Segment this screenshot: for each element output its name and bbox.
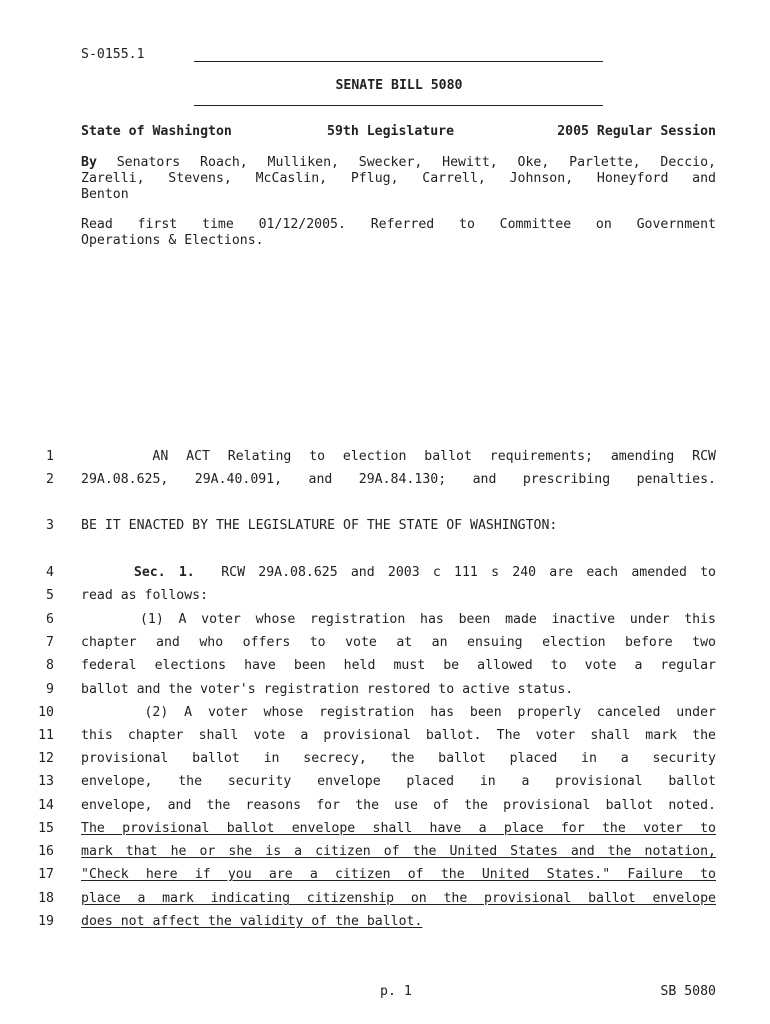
amended-line: The provisional ballot envelope shall have a place for the voter to <box>81 821 716 836</box>
section-label: Sec. 1. <box>133 565 195 580</box>
line-number: 8 <box>46 658 54 673</box>
line-number: 12 <box>38 751 54 766</box>
body-line: chapter and who offers to vote at an ensuing election before two <box>81 635 716 650</box>
body-line: envelope, the security envelope placed in a provisional ballot <box>81 774 716 789</box>
line-number: 9 <box>46 682 54 697</box>
body-line: federal elections have been held must be allowed to vote a regular <box>81 658 716 673</box>
sponsors-text-1: Senators Roach, Mulliken, Swecker, Hewitt, Oke, Parlette, Deccio, <box>116 155 716 170</box>
line-number: 6 <box>46 612 54 627</box>
body-line: envelope, and the reasons for the use of the provisional ballot noted. <box>81 798 716 813</box>
body-line: (2) A voter whose registration has been properly canceled under <box>81 705 716 720</box>
body-line: provisional ballot in secrecy, the ballot placed in a security <box>81 751 716 766</box>
line-number: 4 <box>46 565 54 580</box>
state-name: State of Washington <box>81 124 232 139</box>
read-first-line-1: Read first time 01/12/2005. Referred to Committee on Government <box>81 217 716 232</box>
line-number: 15 <box>38 821 54 836</box>
line-number: 16 <box>38 844 54 859</box>
line-number: 18 <box>38 891 54 906</box>
line-number: 2 <box>46 472 54 487</box>
page-number: p. 1 <box>380 984 412 999</box>
header-rule-top <box>194 61 603 62</box>
line-number: 10 <box>38 705 54 720</box>
line-number: 19 <box>38 914 54 929</box>
line-number: 14 <box>38 798 54 813</box>
read-first-line-2: Operations & Elections. <box>81 233 264 248</box>
section-text: RCW 29A.08.625 and 2003 c 111 s 240 are each amended to <box>194 565 716 580</box>
line-number: 5 <box>46 588 54 603</box>
line-number: 13 <box>38 774 54 789</box>
amended-line: mark that he or she is a citizen of the United States and the notation, <box>81 844 716 859</box>
sponsors-line-2: Zarelli, Stevens, McCaslin, Pflug, Carrell, Johnson, Honeyford and <box>81 171 716 186</box>
body-line: (1) A voter whose registration has been made inactive under this <box>81 612 716 627</box>
body-line: 29A.08.625, 29A.40.091, and 29A.84.130; and prescribing penalties. <box>81 472 716 487</box>
body-line: AN ACT Relating to election ballot requirements; amending RCW <box>81 449 716 464</box>
amended-line: "Check here if you are a citizen of the United States." Failure to <box>81 867 716 882</box>
sponsors-line-3: Benton <box>81 187 129 202</box>
header-rule-bottom <box>194 105 603 106</box>
footer-bill-number: SB 5080 <box>660 984 716 999</box>
line-number: 11 <box>38 728 54 743</box>
body-line: read as follows: <box>81 588 209 603</box>
line-number: 3 <box>46 518 54 533</box>
body-line: ballot and the voter's registration restored to active status. <box>81 682 574 697</box>
amended-line: place a mark indicating citizenship on the provisional ballot envelope <box>81 891 716 906</box>
document-id: S-0155.1 <box>81 47 145 62</box>
line-number: 17 <box>38 867 54 882</box>
enacting-clause: BE IT ENACTED BY THE LEGISLATURE OF THE STATE OF WASHINGTON: <box>81 518 558 533</box>
amended-line: does not affect the validity of the ballot. <box>81 914 423 929</box>
line-number: 1 <box>46 449 54 464</box>
sponsors-line-1 <box>81 155 716 170</box>
sponsors-prefix: By <box>81 155 97 170</box>
line-number: 7 <box>46 635 54 650</box>
bill-title: SENATE BILL 5080 <box>335 78 463 93</box>
body-line: this chapter shall vote a provisional ballot. The voter shall mark the <box>81 728 716 743</box>
session-label: 2005 Regular Session <box>557 124 716 139</box>
legislature-label: 59th Legislature <box>327 124 455 139</box>
section-heading-line <box>81 565 716 580</box>
